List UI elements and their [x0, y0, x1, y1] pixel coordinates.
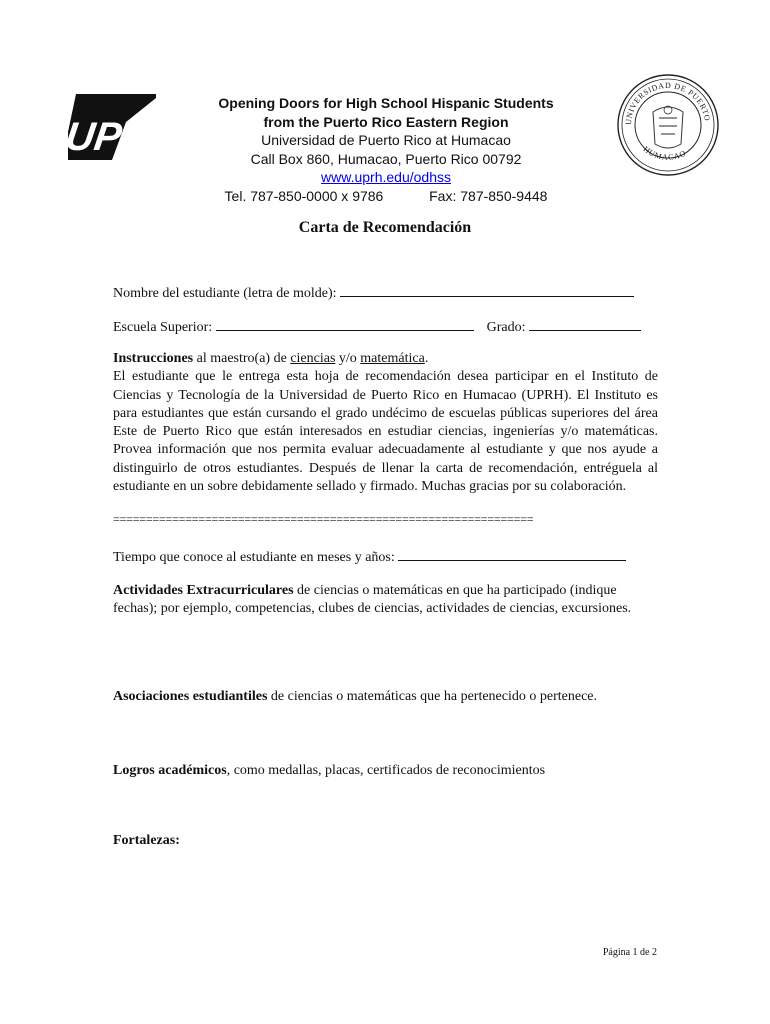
time-known-label: Tiempo que conoce al estudiante en meses y años:	[113, 550, 395, 565]
school-field[interactable]	[216, 316, 474, 331]
seal-ring-bottom: HUMACAO	[641, 144, 688, 162]
achievements-heading: Logros académicos	[113, 763, 227, 778]
svg-text:UNIVERSIDAD DE PUERTO RICO	[615, 72, 712, 125]
student-name-row	[113, 282, 634, 302]
instructions-conjunction: y/o	[335, 351, 361, 366]
associations-section	[113, 688, 658, 706]
grade-label: Grado:	[486, 320, 526, 335]
svg-text:HUMACAO	[642, 144, 688, 161]
associations-text: de ciencias o matemáticas que ha pertenecido o pertenece.	[267, 689, 597, 704]
document-title: Carta de Recomendación	[298, 219, 472, 236]
time-known-field[interactable]	[398, 546, 626, 561]
university-seal-icon	[615, 72, 721, 178]
activities-text: de ciencias o matemáticas en que ha participado (indique fechas); por ejemplo, competencias, clubes de ciencias, actividades de ciencias, excursiones.	[113, 583, 632, 617]
letterhead	[170, 94, 602, 205]
grade-field[interactable]	[529, 316, 641, 331]
student-name-field[interactable]	[340, 282, 634, 297]
instructions-section	[113, 350, 658, 496]
strengths-heading: Fortalezas:	[113, 833, 180, 848]
address: Call Box 860, Humacao, Puerto Rico 00792	[250, 150, 522, 167]
website-link[interactable]: www.uprh.edu/odhss	[321, 169, 451, 185]
program-subtitle: from the Puerto Rico Eastern Region	[263, 113, 509, 130]
achievements-text: , como medallas, placas, certificados de reconocimientos	[226, 763, 546, 778]
time-known-row	[113, 546, 626, 566]
seal-ring-top: UNIVERSIDAD DE PUERTO	[623, 80, 712, 126]
separator-line: ================================================================	[113, 512, 534, 526]
instructions-intro: al maestro(a) de	[193, 351, 291, 366]
instructions-body: El estudiante que le entrega esta hoja de recomendación desea participar en el Instituto de Ciencias y Tecnología de la Universidad de Puerto Rico en Humacao (UPRH). El Instituto es para estudiantes que están cursando el grado undécimo de escuelas públicas superiores del área Este de Puerto Rico que están interesados en estudiar ciencias, ingenierías y/o matemáticas. Provea información que nos permita evaluar adecuadamente al estudiante y que nos ayude a distinguirlo de otros estudiantes. Después de llenar la carta de recomendación, entréguela al estudiante en un sobre debidamente sellado y firmado. Muchas gracias por su colaboración.	[113, 369, 658, 495]
upr-logo	[66, 92, 158, 162]
instructions-heading: Instrucciones	[113, 351, 194, 366]
fax: Fax: 787-850-9448	[429, 187, 548, 204]
activities-section	[113, 582, 658, 619]
student-name-label: Nombre del estudiante (letra de molde):	[113, 286, 337, 301]
associations-heading: Asociaciones estudiantiles	[113, 689, 268, 704]
achievements-section	[113, 762, 658, 780]
ciencias-term: ciencias	[290, 351, 336, 366]
program-title: Opening Doors for High School Hispanic Students	[218, 95, 554, 111]
school-label: Escuela Superior:	[113, 320, 213, 335]
matematica-term: matemática	[360, 351, 425, 366]
institution-name: Universidad de Puerto Rico at Humacao	[261, 132, 511, 148]
telephone: Tel. 787-850-0000 x 9786	[224, 187, 384, 204]
strengths-section	[113, 832, 658, 850]
instructions-period: .	[424, 351, 429, 366]
activities-heading: Actividades Extracurriculares	[113, 583, 294, 598]
page-number: Página 1 de 2	[602, 947, 657, 958]
logo-text: UPR	[66, 114, 154, 159]
school-row	[113, 316, 641, 336]
